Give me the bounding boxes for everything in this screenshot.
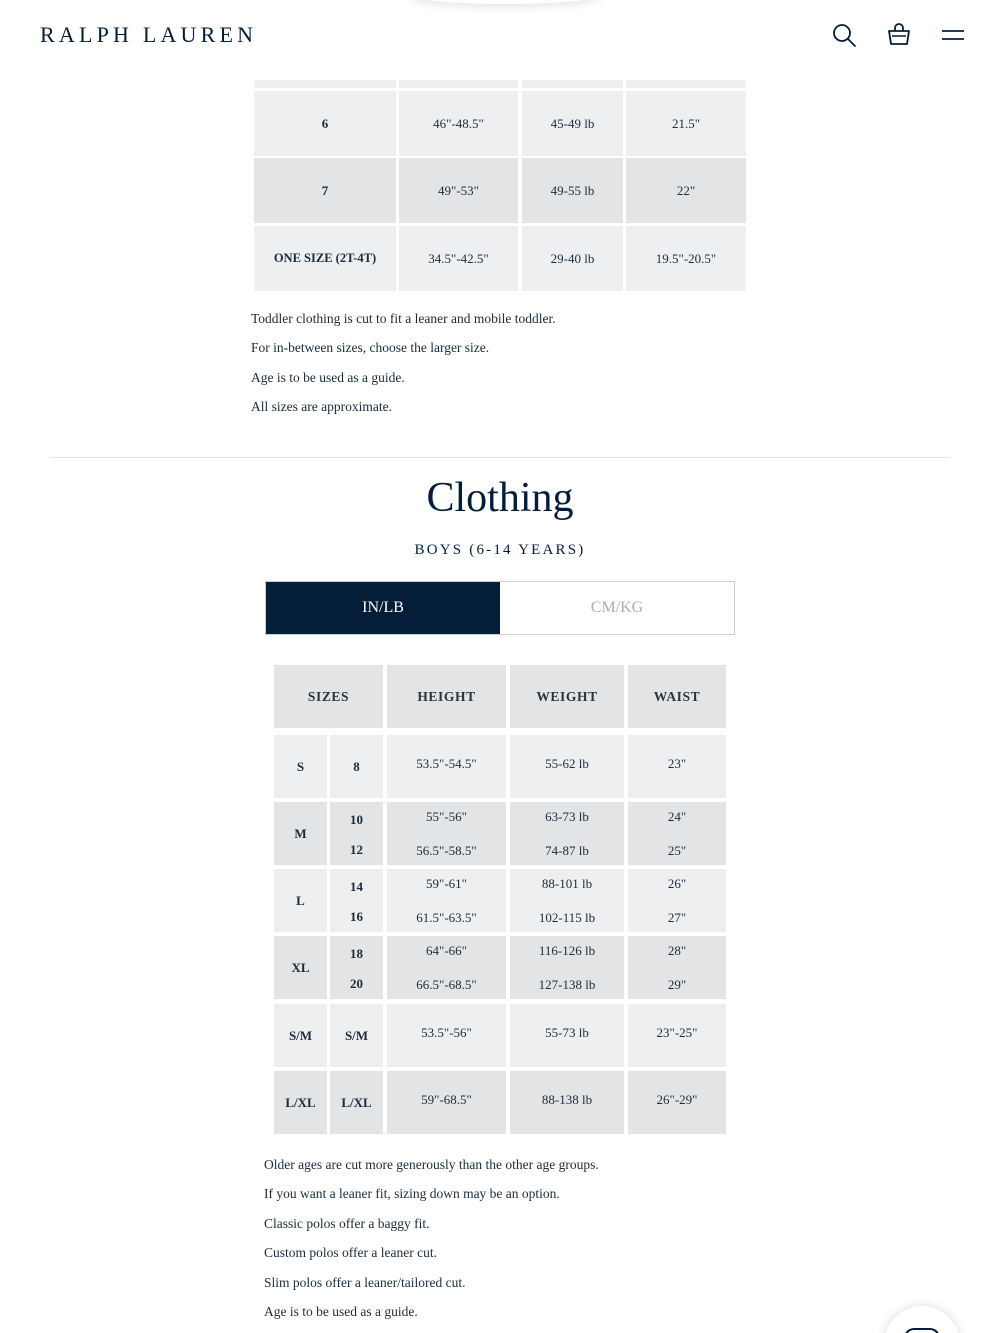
table-cell — [254, 80, 396, 88]
weight-value: 55-62 lb — [510, 735, 624, 798]
table-cell-weight: 49-55 lb — [522, 158, 623, 223]
section-divider — [50, 457, 950, 458]
weight-value: 88-101 lb — [541, 876, 593, 891]
clothing-note: Age is to be used as a guide. — [264, 1304, 418, 1319]
size-number: 16 — [350, 909, 363, 924]
table-cell-weight: 29-40 lb — [522, 226, 623, 291]
table-cell-waist: 21.5" — [626, 91, 746, 156]
table-cell — [626, 80, 746, 88]
waist-value-pair — [628, 936, 726, 999]
height-value: 61.5"-63.5" — [416, 910, 477, 925]
table-cell-waist: 22" — [626, 158, 746, 223]
size-number-pair — [330, 802, 383, 865]
clothing-note: Classic polos offer a baggy fit. — [264, 1216, 430, 1231]
table-cell-size: 6 — [254, 91, 396, 156]
clothing-note: Older ages are cut more generously than the other age groups. — [264, 1157, 599, 1172]
waist-value: 27" — [667, 910, 687, 925]
table-cell-waist: 19.5"-20.5" — [626, 226, 746, 291]
chat-button[interactable] — [884, 1306, 960, 1333]
size-letter: M — [274, 802, 327, 865]
height-value-pair — [387, 869, 506, 932]
waist-value: 28" — [667, 943, 687, 958]
menu-icon[interactable] — [940, 22, 966, 48]
header-shadow — [410, 0, 600, 4]
height-value: 66.5"-68.5" — [416, 977, 477, 992]
size-number: 20 — [350, 976, 363, 991]
height-value: 55"-56" — [426, 809, 467, 824]
table-cell — [522, 80, 623, 88]
weight-value-pair — [510, 869, 624, 932]
size-letter: L/XL — [274, 1071, 327, 1134]
size-number: 18 — [350, 946, 363, 961]
unit-toggle — [265, 581, 735, 635]
clothing-note: Custom polos offer a leaner cut. — [264, 1245, 437, 1260]
table-cell — [399, 80, 518, 88]
unit-cm-kg-button[interactable]: CM/KG — [500, 582, 734, 634]
clothing-note: Slim polos offer a leaner/tailored cut. — [264, 1275, 466, 1290]
weight-value: 63-73 lb — [545, 809, 589, 824]
weight-value: 88-138 lb — [510, 1071, 624, 1134]
waist-value: 23" — [628, 735, 726, 798]
search-icon[interactable] — [831, 22, 857, 48]
weight-value: 116-126 lb — [538, 943, 596, 958]
height-value: 64"-66" — [426, 943, 467, 958]
waist-value-pair — [628, 802, 726, 865]
clothing-note: If you want a leaner fit, sizing down may be an option. — [264, 1186, 560, 1201]
header-weight: WEIGHT — [510, 665, 624, 728]
weight-value: 102-115 lb — [538, 910, 596, 925]
size-letter: S — [274, 735, 327, 798]
size-letter: XL — [274, 936, 327, 999]
size-number: 14 — [350, 879, 363, 894]
size-number: 12 — [350, 842, 363, 857]
site-header — [0, 0, 1000, 72]
toddler-note: All sizes are approximate. — [251, 399, 392, 414]
header-height: HEIGHT — [387, 665, 506, 728]
size-number-pair — [330, 936, 383, 999]
weight-value-pair — [510, 936, 624, 999]
size-number: 8 — [330, 735, 383, 798]
height-value: 59"-61" — [426, 876, 467, 891]
size-number: L/XL — [330, 1071, 383, 1134]
size-number: S/M — [330, 1004, 383, 1067]
height-value: 59"-68.5" — [387, 1071, 506, 1134]
table-cell-size: ONE SIZE (2T-4T) — [254, 226, 396, 291]
table-cell-size: 7 — [254, 158, 396, 223]
table-cell-weight: 45-49 lb — [522, 91, 623, 156]
table-cell-height: 34.5"-42.5" — [399, 226, 518, 291]
table-cell-height: 46"-48.5" — [399, 91, 518, 156]
height-value: 56.5"-58.5" — [416, 843, 477, 858]
toddler-note: Toddler clothing is cut to fit a leaner and mobile toddler. — [251, 311, 556, 326]
waist-value: 24" — [667, 809, 687, 824]
ralph-lauren-logo[interactable]: RALPH LAUREN — [40, 22, 258, 47]
height-value-pair — [387, 936, 506, 999]
header-waist: WAIST — [628, 665, 726, 728]
unit-in-lb-button[interactable]: IN/LB — [266, 582, 500, 634]
weight-value: 74-87 lb — [545, 843, 589, 858]
section-title: Clothing — [426, 475, 574, 521]
table-cell-height: 49"-53" — [399, 158, 518, 223]
height-value: 53.5"-54.5" — [387, 735, 506, 798]
toddler-note: Age is to be used as a guide. — [251, 370, 405, 385]
size-letter: S/M — [274, 1004, 327, 1067]
waist-value: 26"-29" — [628, 1071, 726, 1134]
waist-value: 25" — [667, 843, 687, 858]
size-letter: L — [274, 869, 327, 932]
chat-icon — [904, 1328, 940, 1333]
size-number-pair — [330, 869, 383, 932]
shopping-bag-icon[interactable] — [886, 22, 912, 48]
waist-value: 26" — [667, 876, 687, 891]
toddler-note: For in-between sizes, choose the larger size. — [251, 340, 490, 355]
height-value-pair — [387, 802, 506, 865]
waist-value-pair — [628, 869, 726, 932]
weight-value: 127-138 lb — [538, 977, 596, 992]
height-value: 53.5"-56" — [387, 1004, 506, 1067]
waist-value: 29" — [667, 977, 687, 992]
size-number: 10 — [350, 812, 363, 827]
header-sizes: SIZES — [274, 665, 383, 728]
weight-value-pair — [510, 802, 624, 865]
weight-value: 55-73 lb — [510, 1004, 624, 1067]
section-subtitle: BOYS (6-14 YEARS) — [414, 542, 586, 558]
waist-value: 23"-25" — [628, 1004, 726, 1067]
